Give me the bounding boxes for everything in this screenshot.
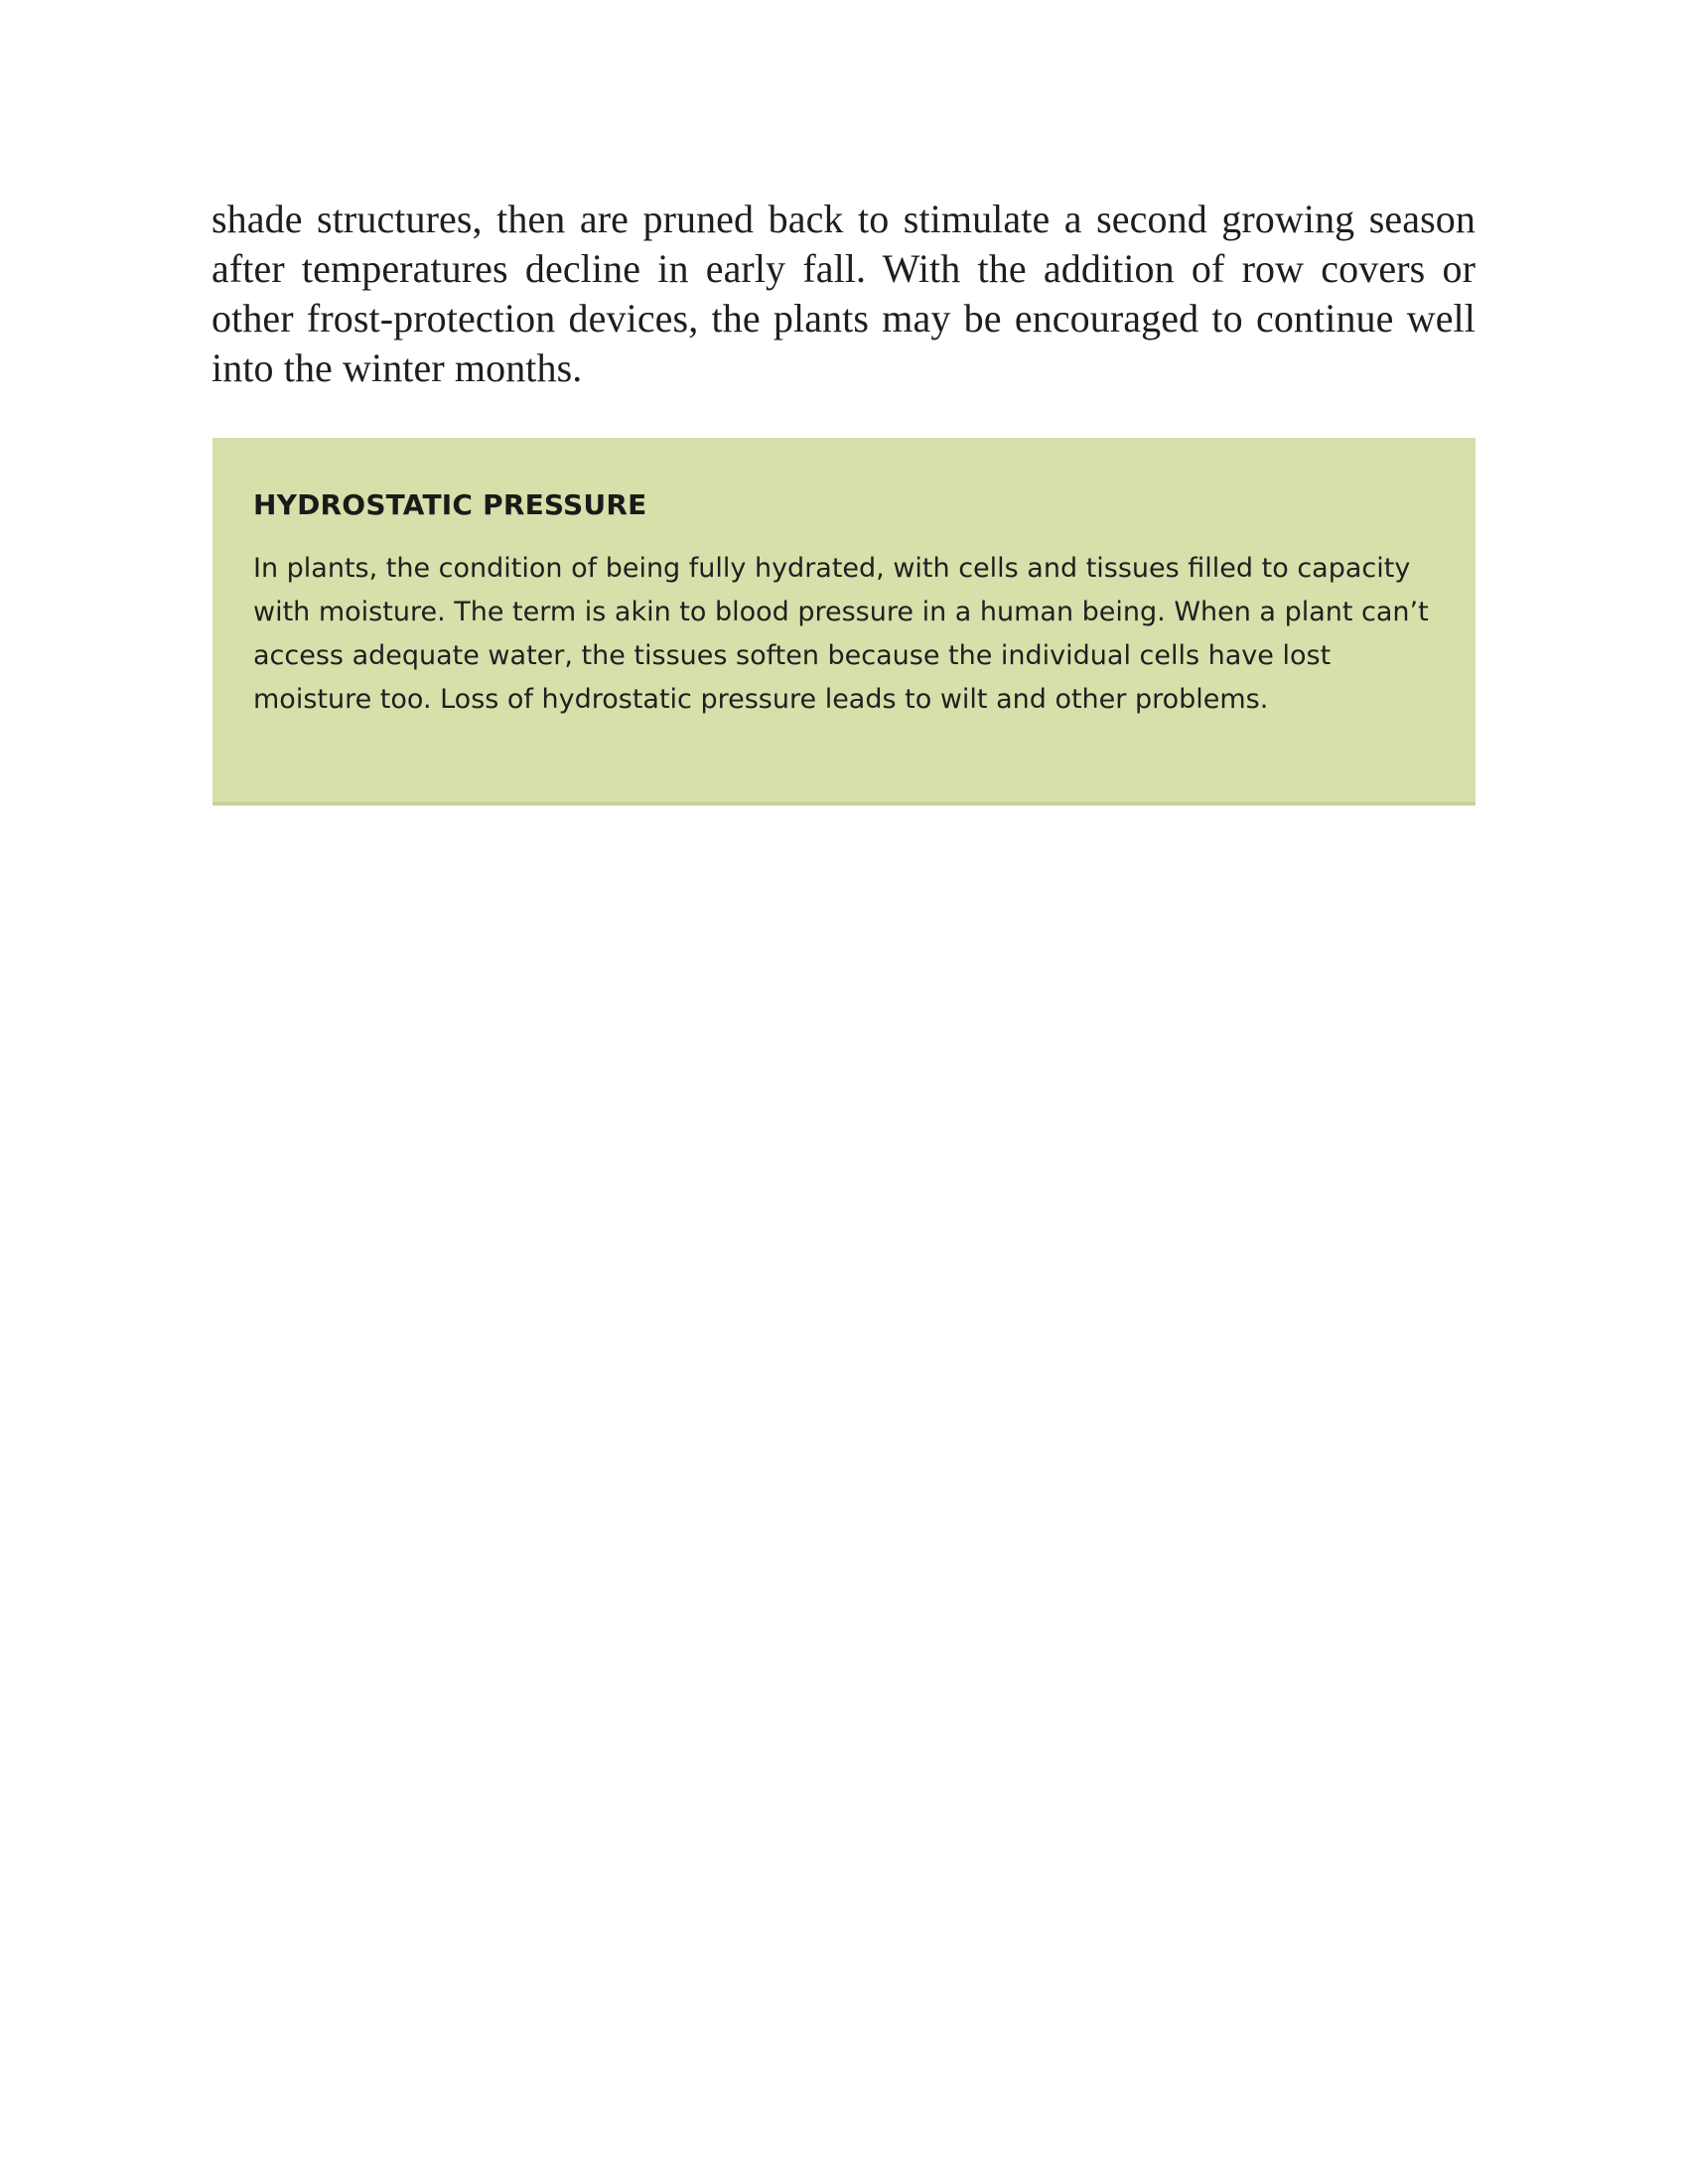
sidebar-title: HYDROSTATIC PRESSURE <box>253 488 647 521</box>
body-paragraph: shade structures, then are pruned back to stimulate a second growing season after temperatures decline in early fall. With the addition of row covers or other frost-protection devices, the plants may be encouraged to continue well into the winter months. <box>211 197 1476 390</box>
sidebar-definition-text: In plants, the condition of being fully hydrated, with cells and tissues filled to capacity with moisture. The term is akin to blood pressure in a human being. When a plant can’t access adequate water, the tissues soften because the individual cells have lost moisture too. Loss of hydrostatic pressure leads to wilt and other problems. <box>253 553 1429 715</box>
definition-sidebar <box>212 438 1476 805</box>
